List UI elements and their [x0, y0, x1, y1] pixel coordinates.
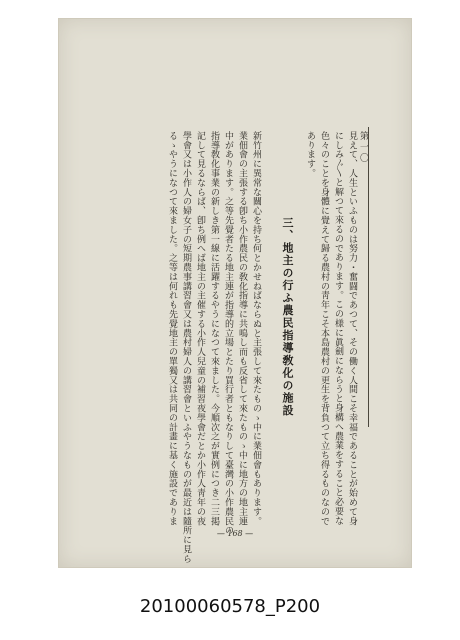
text-column-7: 中があります。之等先覺者たる地主連が指導的立場とたり買行者ともなりして臺灣の小作農民の	[223, 131, 233, 536]
text-column-9: 記して見るならば、卽ち例へば地主の主催する小作人兒童の補習夜學會だとか小作人靑年の夜	[195, 131, 205, 526]
section-heading: 三、地主の行ふ農民指導敎化の施設	[281, 217, 294, 417]
document-page	[58, 18, 412, 568]
header-rule	[368, 127, 369, 427]
text-column-1: 見えて、人生といふものは努力・奮闘であつて、その働く人間こそ幸福であることが始めて身	[347, 131, 357, 526]
text-column-10: 學會又は小作人の婦女子の短期農事講習會又は農村婦人の講習會といふやうなものが最近は隨所に見ら	[181, 131, 191, 564]
text-column-2: にしみ〴〵と解つて來るのであります。この様に眞劍にならうと身構へ農業をすること必要な	[333, 131, 343, 526]
image-caption: 20100060578_P200	[139, 596, 321, 617]
page-number: — 168 —	[216, 529, 254, 538]
text-column-6: 業佃會の主張する卽ち小作農民の敎化指導に共鳴し而も反省して來たものゝ中に地方の地主連	[237, 131, 247, 526]
text-column-3: 色々のことを身體に覺えて歸る農村の靑年こそ本島農村の更生を背負つて立ち得るものなので	[319, 131, 329, 526]
text-column-11: るゝやうになつて來ました。之等は何れも先覺地主の單獨又は共同の計畫に基く施設でありま	[167, 131, 177, 526]
text-column-8: 指導敎化事業の新しき第一線に活躍するやうになつて來ました。今順次之が實例につき二三掲	[209, 131, 219, 526]
page-header: 第一〇	[358, 131, 368, 164]
text-column-4: あります。	[305, 131, 315, 178]
text-column-5: 新竹州に異常な關心を持ち何とかせねばならぬと主張して來たものゝ中に業佃會もあります。	[251, 131, 261, 526]
